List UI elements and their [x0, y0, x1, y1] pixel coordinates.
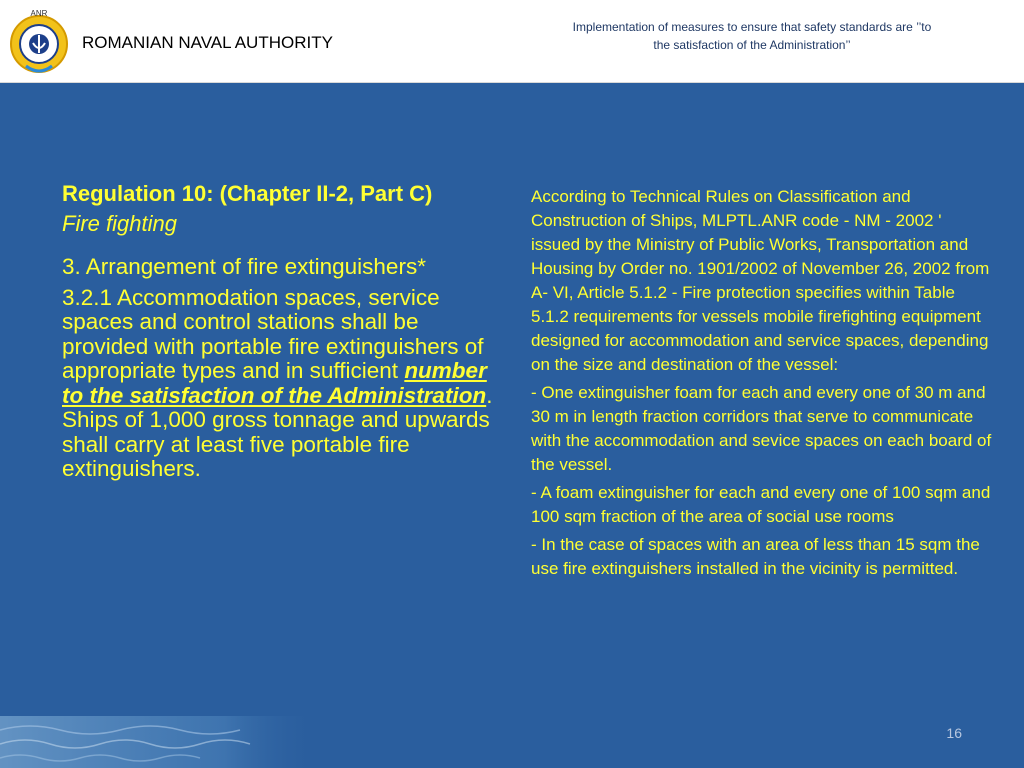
regulation-subtitle: Fire fighting — [62, 211, 177, 236]
bullet-social-rooms: - A foam extinguisher for each and every one of 100 sqm and 100 sqm fraction of the area of social use rooms — [531, 483, 991, 526]
regulation-text — [62, 255, 502, 482]
technical-rules-intro: According to Technical Rules on Classification and Construction of Ships, MLPTL.ANR code - NM - 2002 ' issued by the Ministry of Public Works, Transportation and Housing by Order no. 1901/2002 of November 26, 2002 from A- VI, Article 5.1.2 - Fire protection specifies within Table 5.1.2 requirements for vessels mobile firefighting equipment designed for accommodation and service spaces, depending on the size and destination of the vessel: — [531, 187, 990, 374]
emphasized-phrase: number to the satisfaction of the Administration — [62, 358, 487, 408]
header-note — [530, 18, 974, 54]
logo-text: ANR — [30, 9, 48, 18]
header-note-line2: the satisfaction of the Administration’’ — [653, 38, 851, 52]
arrangement-heading: 3. Arrangement of fire extinguishers* — [62, 254, 426, 279]
page-number: 16 — [946, 725, 962, 741]
paragraph-start: 3.2.1 Accommodation spaces, service spaces and control stations shall be provided with portable fire extinguishers of appropriate types and in sufficient — [62, 284, 484, 383]
header-note-line1: Implementation of measures to ensure that safety standards are ’’to — [572, 20, 932, 34]
regulation-title: Regulation 10: (Chapter II-2, Part C) — [62, 181, 433, 206]
slide-body — [0, 83, 1024, 768]
bullet-corridors: - One extinguisher foam for each and every one of 30 m and 30 m in length fraction corridors that serve to communicate with the accommodation and sevice spaces on each board of the vessel. — [531, 383, 992, 474]
bullet-small-spaces: - In the case of spaces with an area of less than 15 sqm the use fire extinguishers installed in the vicinity is permitted. — [531, 535, 980, 578]
right-column — [531, 185, 993, 585]
paragraph-end: . Ships of 1,000 gross tonnage and upwards shall carry at least five portable fire extinguishers. — [62, 382, 493, 481]
sea-waves-image — [0, 716, 320, 768]
anr-logo-icon — [8, 6, 70, 78]
accommodation-paragraph — [62, 286, 502, 482]
left-column — [62, 179, 502, 482]
org-name: ROMANIAN NAVAL AUTHORITY — [82, 33, 333, 52]
header-bar — [0, 0, 1024, 83]
